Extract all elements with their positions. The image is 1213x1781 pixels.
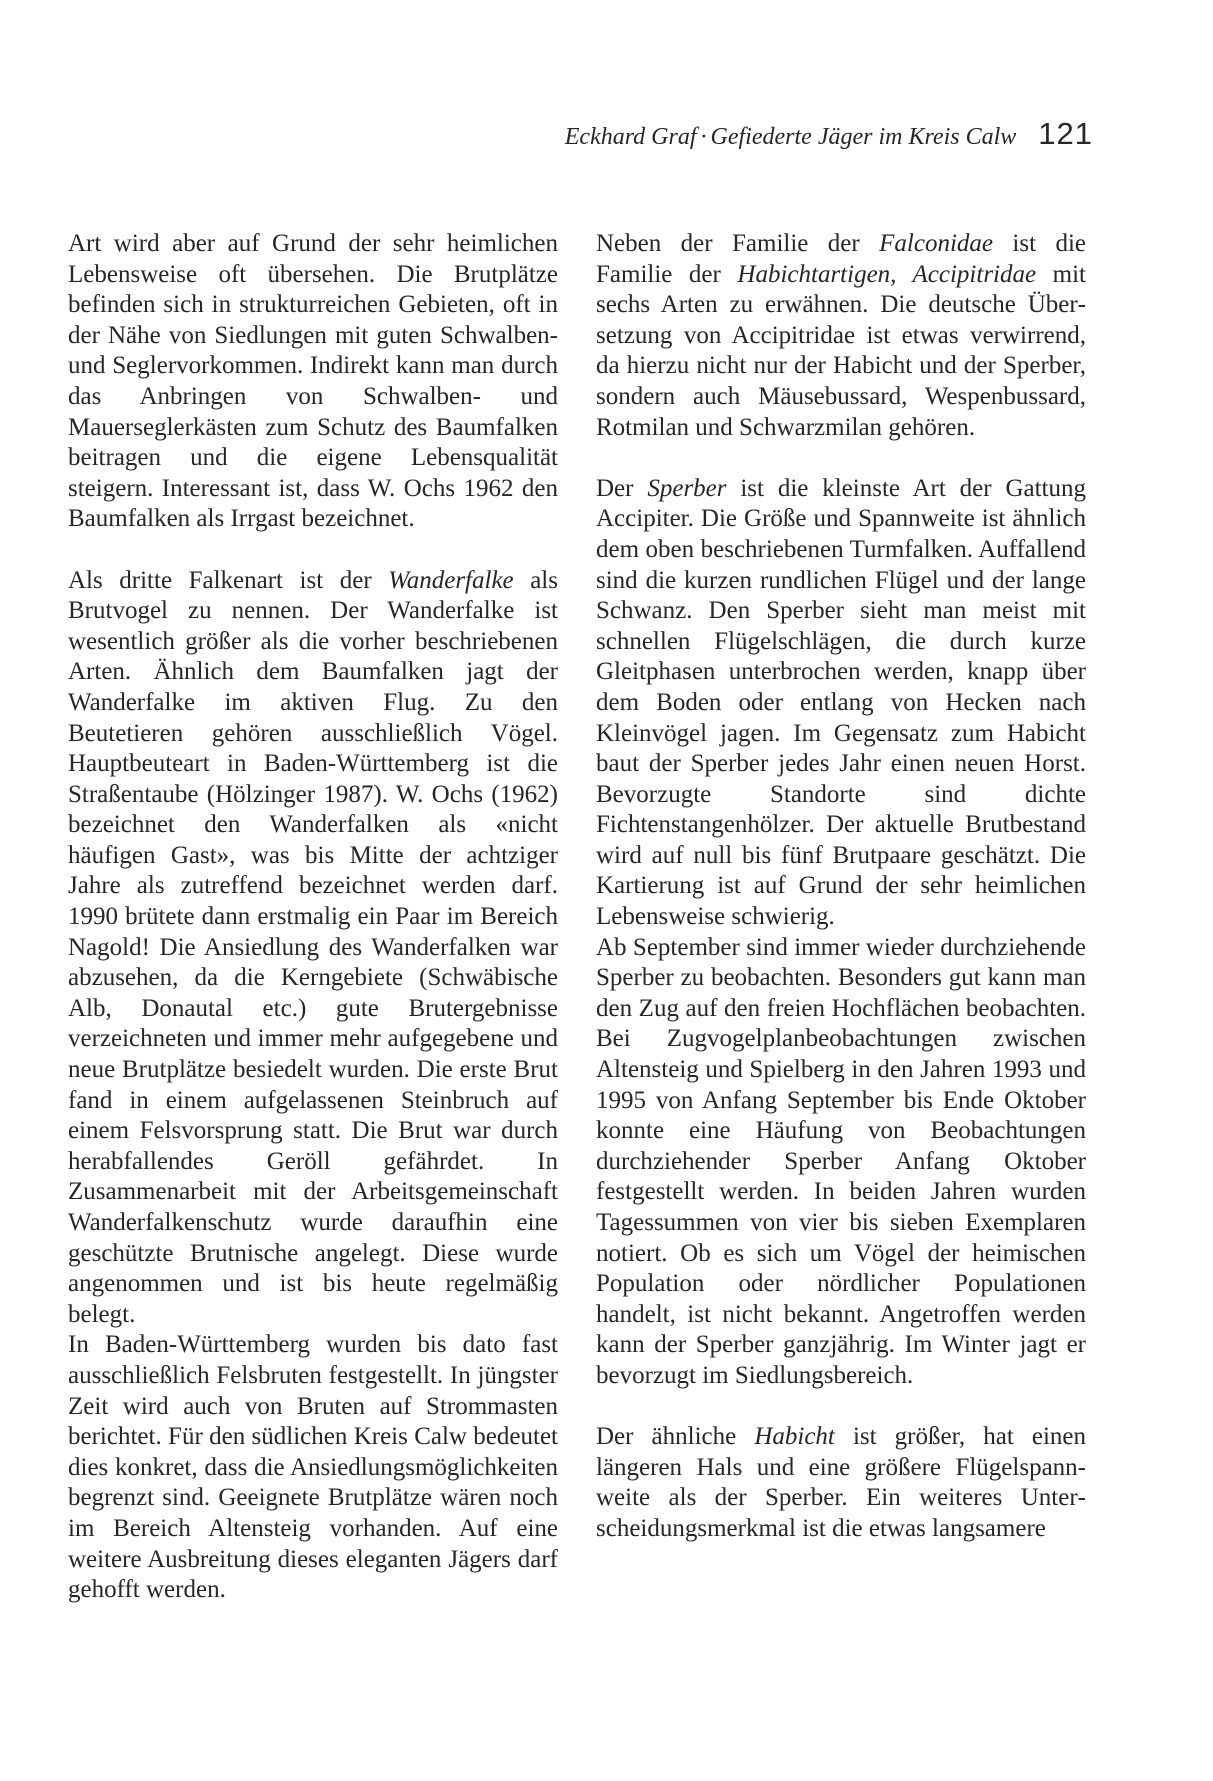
term-sperber: Sperber	[647, 474, 727, 502]
right-paragraph-4	[596, 1422, 1086, 1544]
term-falconidae: Falconidae	[879, 230, 993, 257]
right-paragraph-1	[596, 229, 1086, 443]
term-accipitridae: Habichtartigen, Accipitridae	[737, 260, 1037, 288]
right-paragraph-2-lead: Der	[596, 474, 648, 502]
term-wanderfalke: Wanderfalke	[388, 566, 514, 594]
header-title: Gefiederte Jäger im Kreis Calw	[710, 124, 1017, 150]
right-paragraph-2	[596, 474, 1086, 933]
left-paragraph-2-lead: Als dritte Falkenart ist der	[68, 566, 389, 594]
right-column	[596, 229, 1086, 1545]
header-author: Eckhard Graf	[564, 124, 697, 150]
page-number: 121	[1038, 116, 1093, 151]
right-paragraph-1-mid: ist die Familie der	[596, 230, 1086, 288]
left-paragraph-3: In Baden-Württemberg wurden bis dato fast ausschließlich Felsbruten festgestellt. In jüngster Zeit wird auch von Bruten auf Strommasten berichtet. Für den südlichen Kreis Calw bedeutet dies konkret, dass die Ansiedlungsmöglichkeiten begrenzt sind. Geeignete Brutplätze wären noch im Bereich Altensteig vorhanden. Auf eine weitere Ausbreitung dieses eleganten Jägers darf gehofft werden.	[68, 1331, 558, 1604]
right-paragraph-3: Ab September sind immer wieder durchziehende Sperber zu beobachten. Besonders gut kann man den Zug auf den freien Hochflächen beobachten. Bei Zugvogelplanbeobachtungen zwischen Altensteig und Spielberg in den Jahren 1993 und 1995 von Anfang September bis Ende Oktober konnte eine Häufung von Beobachtungen durchziehender Sperber Anfang Oktober festgestellt werden. In beiden Jahren wurden Tagessummen von vier bis sieben Exemplaren notiert. Ob es sich um Vögel der heimischen Population oder nördlicher Populationen handelt, ist nicht bekannt. Angetroffen werden kann der Sperber ganzjährig. Im Winter jagt er bevorzugt im Siedlungsbereich.	[596, 933, 1086, 1389]
header-separator: ·	[700, 124, 707, 150]
left-paragraph-2-body: als Brutvogel zu nennen. Der Wanderfalke ist wesentlich größer als die vorher beschriebenen Arten. Ähnlich dem Baumfalken jagt der Wanderfalke im aktiven Flug. Zu den Beutetieren gehören ausschließlich Vögel. Hauptbeuteart in Baden-Württemberg ist die Straßentaube (Hölzinger 1987). W. Ochs (1962) bezeichnet den Wanderfalken als «nicht häufigen Gast», was bis Mitte der achtziger Jahre als zutreffend bezeichnet werden darf. 1990 brütete dann erstmalig ein Paar im Bereich Nagold! Die Ansiedlung des Wanderfalken war abzusehen, da die Kerngebiete (Schwäbische Alb, Donautal etc.) gute Brutergebnisse verzeichneten und immer mehr aufgegebene und neue Brutplätze besiedelt wurden. Die erste Brut fand in einem aufgelassenen Steinbruch auf einem Felsvorsprung statt. Die Brut war durch herabfallendes Geröll gefährdet. In Zusammenarbeit mit der Arbeitsgemeinschaft Wanderfalkenschutz wurde daraufhin eine geschützte Brutnische angelegt. Diese wurde angenommen und ist bis heute regelmäßig belegt.	[68, 566, 558, 1328]
running-head	[565, 118, 1093, 153]
left-column	[68, 229, 558, 1606]
right-paragraph-2-body: ist die kleinste Art der Gattung Accipiter. Die Größe und Spannweite ist ähnlich dem oben beschriebenen Turmfalken. Auffallend sind die kurzen rundlichen Flügel und der lange Schwanz. Den Sperber sieht man meist mit schnellen Flügelschlägen, die durch kurze Gleitphasen unterbrochen werden, knapp über dem Boden oder entlang von Hecken nach Kleinvögel jagen. Im Gegensatz zum Habicht baut der Sperber jedes Jahr einen neuen Horst. Bevorzugte Standorte sind dichte Fichtenstangenhölzer. Der aktuelle Brutbestand wird auf null bis fünf Brutpaare geschätzt. Die Kartierung ist auf Grund der sehr heimlichen Lebensweise schwierig.	[596, 474, 1086, 931]
left-paragraph-2	[68, 566, 558, 1331]
term-habicht: Habicht	[754, 1423, 835, 1451]
right-paragraph-1-body: mit sechs Arten zu erwähnen. Die deutsche Übersetzung von Accipitridae ist etwas verwirrend, da hierzu nicht nur der Habicht und der Sperber, sondern auch Mäusebussard, Wespenbussard, Rotmilan und Schwarzmilan gehören.	[596, 260, 1086, 441]
right-paragraph-1-lead: Neben der Familie der	[596, 230, 880, 257]
right-paragraph-4-body: ist größer, hat einen längeren Hals und eine größere Flügelspannweite als der Sperber. Ein weiteres Unterscheidungsmerkmal ist die etwas langsamere	[596, 1423, 1087, 1542]
left-paragraph-1: Art wird aber auf Grund der sehr heimlichen Lebensweise oft übersehen. Die Brutplätze befinden sich in strukturreichen Gebieten, oft in der Nähe von Siedlungen mit guten Schwalben- und Seglervorkommen. Indirekt kann man durch das Anbringen von Schwalben- und Mauerseglerkästen zum Schutz des Baumfalken beitragen und die eigene Lebensqualität steigern. Interessant ist, dass W. Ochs 1962 den Baumfalken als Irrgast bezeichnet.	[68, 230, 558, 533]
right-paragraph-4-lead: Der ähnliche	[596, 1423, 755, 1451]
